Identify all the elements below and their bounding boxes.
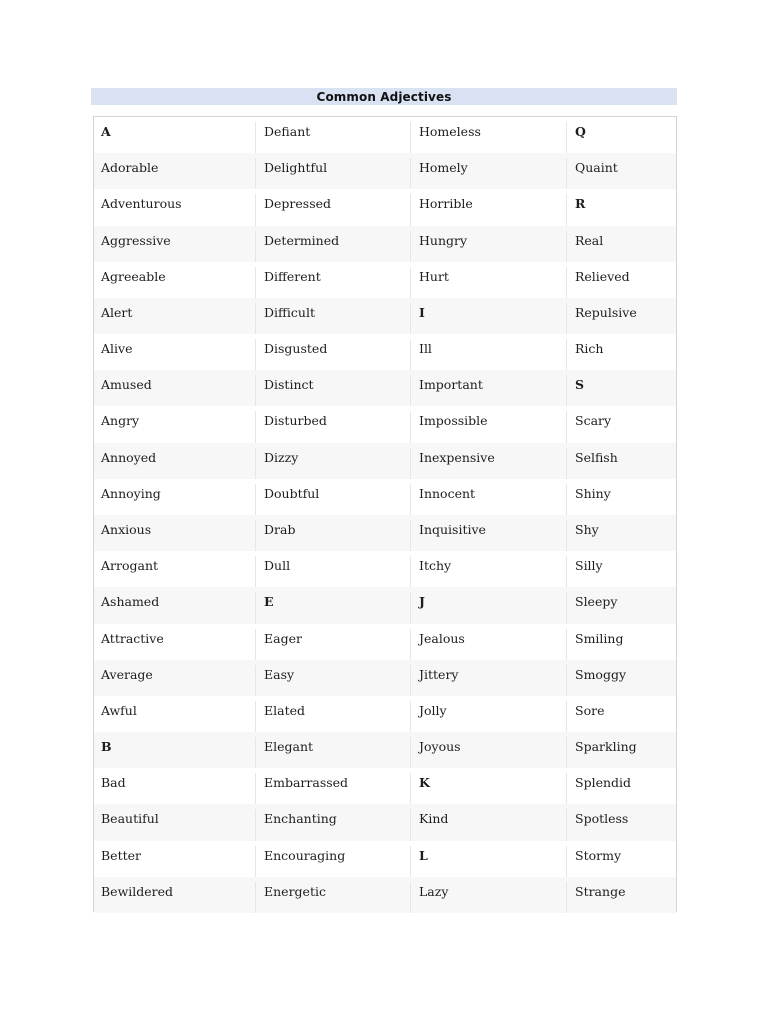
- adjective-cell: Attractive: [94, 624, 257, 660]
- adjective-cell: Real: [575, 232, 604, 248]
- adjective-cell: Depressed: [257, 189, 412, 225]
- table-row: [94, 804, 676, 840]
- adjective-cell: Average: [94, 660, 257, 696]
- adjective-cell: Selfish: [575, 449, 618, 465]
- adjective-cell: Agreeable: [94, 262, 257, 298]
- adjective-cell: Joyous: [412, 732, 568, 768]
- adjective-cell: Embarrassed: [257, 768, 412, 804]
- letter-heading: R: [575, 196, 586, 212]
- table-row: [94, 189, 676, 225]
- adjective-cell: Adventurous: [94, 189, 257, 225]
- adjective-cell: Different: [257, 262, 412, 298]
- adjectives-table: [93, 116, 677, 912]
- adjective-cell: Doubtful: [257, 479, 412, 515]
- adjective-cell: Important: [412, 370, 568, 406]
- letter-heading: J: [412, 587, 568, 623]
- adjective-cell: Annoyed: [94, 443, 257, 479]
- adjective-cell: Stormy: [575, 847, 622, 863]
- adjective-cell: Easy: [257, 660, 412, 696]
- adjective-cell: Annoying: [94, 479, 257, 515]
- table-row: [94, 406, 676, 442]
- adjective-cell: Dull: [257, 551, 412, 587]
- letter-heading: A: [94, 117, 257, 153]
- table-row: [94, 551, 676, 587]
- adjective-cell: Drab: [257, 515, 412, 551]
- adjective-cell: Ill: [412, 334, 568, 370]
- letter-heading: S: [575, 377, 585, 393]
- adjective-cell: Jolly: [412, 696, 568, 732]
- adjective-cell: Smoggy: [575, 666, 627, 682]
- adjective-cell: Disturbed: [257, 406, 412, 442]
- adjective-cell: Hurt: [412, 262, 568, 298]
- adjective-cell: Angry: [94, 406, 257, 442]
- letter-heading: K: [412, 768, 568, 804]
- adjective-cell: Silly: [575, 558, 603, 574]
- adjective-cell: Jealous: [412, 624, 568, 660]
- letter-heading: I: [412, 298, 568, 334]
- adjective-cell: Disgusted: [257, 334, 412, 370]
- adjective-cell: Lazy: [412, 877, 568, 913]
- adjective-cell: Anxious: [94, 515, 257, 551]
- adjective-cell: Quaint: [575, 160, 618, 176]
- adjective-cell: Splendid: [575, 775, 632, 791]
- table-row: [94, 732, 676, 768]
- adjective-cell: Hungry: [412, 226, 568, 262]
- adjective-cell: Jittery: [412, 660, 568, 696]
- table-title-bar: [91, 88, 677, 105]
- table-row: [94, 479, 676, 515]
- table-row: [94, 587, 676, 623]
- adjective-cell: Inquisitive: [412, 515, 568, 551]
- adjective-cell: Awful: [94, 696, 257, 732]
- adjective-cell: Arrogant: [94, 551, 257, 587]
- table-row: [94, 334, 676, 370]
- adjective-cell: Sleepy: [575, 594, 618, 610]
- table-row: [94, 226, 676, 262]
- adjective-cell: Defiant: [257, 117, 412, 153]
- table-row: [94, 370, 676, 406]
- adjective-cell: Better: [94, 841, 257, 877]
- adjective-cell: Alive: [94, 334, 257, 370]
- table-row: [94, 877, 676, 913]
- adjective-cell: Kind: [412, 804, 568, 840]
- adjective-cell: Shy: [575, 521, 599, 537]
- adjective-cell: Encouraging: [257, 841, 412, 877]
- letter-heading: B: [94, 732, 257, 768]
- table-row: [94, 298, 676, 334]
- table-row: [94, 624, 676, 660]
- adjective-cell: Eager: [257, 624, 412, 660]
- table-row: [94, 117, 676, 153]
- adjective-cell: Spotless: [575, 811, 629, 827]
- adjective-cell: Rich: [575, 341, 604, 357]
- adjective-cell: Beautiful: [94, 804, 257, 840]
- table-row: [94, 443, 676, 479]
- adjective-cell: Scary: [575, 413, 612, 429]
- adjective-cell: Relieved: [575, 268, 630, 284]
- adjective-cell: Homeless: [412, 117, 568, 153]
- adjective-cell: Distinct: [257, 370, 412, 406]
- adjective-cell: Aggressive: [94, 226, 257, 262]
- adjective-cell: Smiling: [575, 630, 624, 646]
- adjective-cell: Elated: [257, 696, 412, 732]
- table-row: [94, 660, 676, 696]
- table-row: [94, 841, 676, 877]
- adjective-cell: Impossible: [412, 406, 568, 442]
- letter-heading: E: [257, 587, 412, 623]
- table-row: [94, 768, 676, 804]
- adjective-cell: Determined: [257, 226, 412, 262]
- adjective-cell: Horrible: [412, 189, 568, 225]
- adjective-cell: Strange: [575, 883, 626, 899]
- adjective-cell: Ashamed: [94, 587, 257, 623]
- adjective-cell: Adorable: [94, 153, 257, 189]
- adjective-cell: Dizzy: [257, 443, 412, 479]
- letter-heading: L: [412, 841, 568, 877]
- letter-heading: Q: [575, 124, 586, 139]
- adjective-cell: Itchy: [412, 551, 568, 587]
- adjective-cell: Sparkling: [575, 739, 637, 755]
- adjective-cell: Difficult: [257, 298, 412, 334]
- table-row: [94, 262, 676, 298]
- adjective-cell: Amused: [94, 370, 257, 406]
- adjective-cell: Inexpensive: [412, 443, 568, 479]
- adjective-cell: Energetic: [257, 877, 412, 913]
- table-title: Common Adjectives: [316, 89, 452, 104]
- table-row: [94, 696, 676, 732]
- adjective-cell: Shiny: [575, 485, 611, 501]
- adjective-cell: Bad: [94, 768, 257, 804]
- adjective-cell: Alert: [94, 298, 257, 334]
- adjective-cell: Bewildered: [94, 877, 257, 913]
- adjective-cell: Sore: [575, 702, 605, 718]
- adjective-cell: Repulsive: [575, 304, 637, 320]
- adjective-cell: Delightful: [257, 153, 412, 189]
- adjective-cell: Innocent: [412, 479, 568, 515]
- adjective-cell: Enchanting: [257, 804, 412, 840]
- adjective-cell: Elegant: [257, 732, 412, 768]
- table-row: [94, 153, 676, 189]
- adjective-cell: Homely: [412, 153, 568, 189]
- table-row: [94, 515, 676, 551]
